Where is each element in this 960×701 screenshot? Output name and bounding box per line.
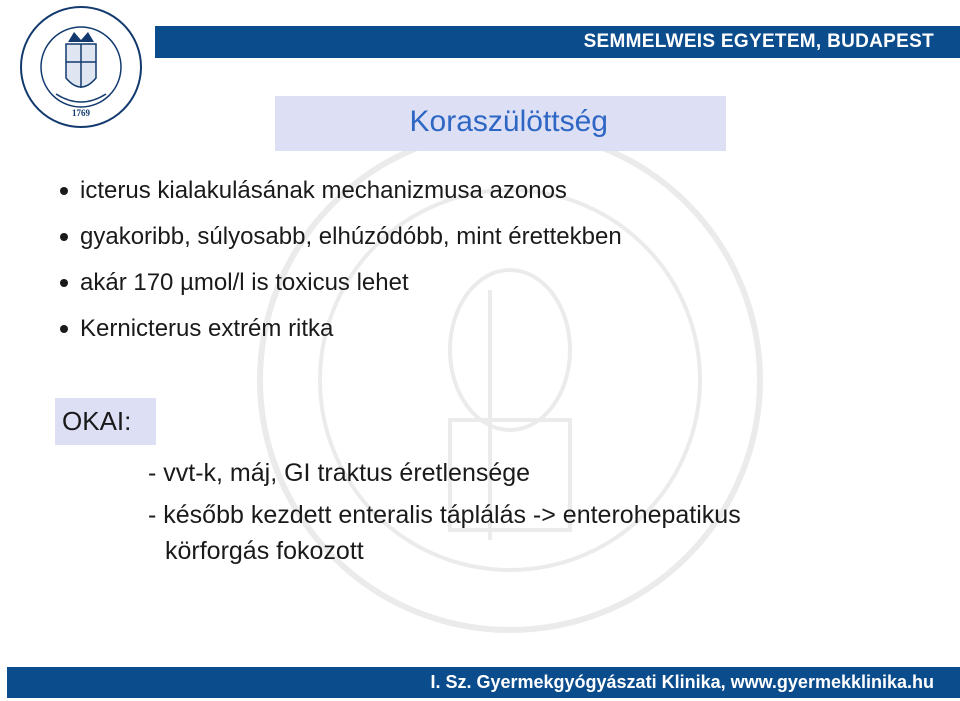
bullet-text: gyakoribb, súlyosabb, elhúzódóbb, mint érettekben [80, 223, 622, 250]
causes-list [148, 452, 741, 572]
cause-item: - később kezdett enteralis táplálás -> enterohepatikus [148, 501, 741, 529]
footer-text: I. Sz. Gyermekgyógyászati Klinika, www.gyermekklinika.hu [430, 672, 934, 692]
header-bar [155, 26, 960, 58]
bullet-item [60, 168, 622, 214]
footer-bar [7, 667, 960, 698]
bullet-dot-icon [60, 187, 68, 195]
bullet-text: Kernicterus extrém ritka [80, 315, 334, 342]
bullet-text: akár 170 µmol/l is toxicus lehet [80, 269, 409, 296]
bullet-item [60, 214, 622, 260]
cause-item: - vvt-k, máj, GI traktus éretlensége [148, 459, 531, 487]
causes-label: OKAI: [62, 406, 132, 436]
slide-title: Koraszülöttség [409, 105, 608, 138]
slide-title-box [275, 96, 726, 151]
bullet-dot-icon [60, 233, 68, 241]
bullet-dot-icon [60, 325, 68, 333]
svg-text:1769: 1769 [72, 108, 90, 118]
bullet-text: icterus kialakulásának mechanizmusa azonos [80, 177, 567, 204]
causes-label-box [55, 398, 156, 445]
bullet-item [60, 260, 622, 306]
university-name: SEMMELWEIS EGYETEM, BUDAPEST [583, 31, 934, 52]
university-seal-logo [6, 4, 156, 130]
bullet-dot-icon [60, 279, 68, 287]
cause-item-continuation: körforgás fokozott [165, 537, 364, 565]
bullet-item [60, 306, 622, 352]
bullet-list [60, 168, 622, 352]
